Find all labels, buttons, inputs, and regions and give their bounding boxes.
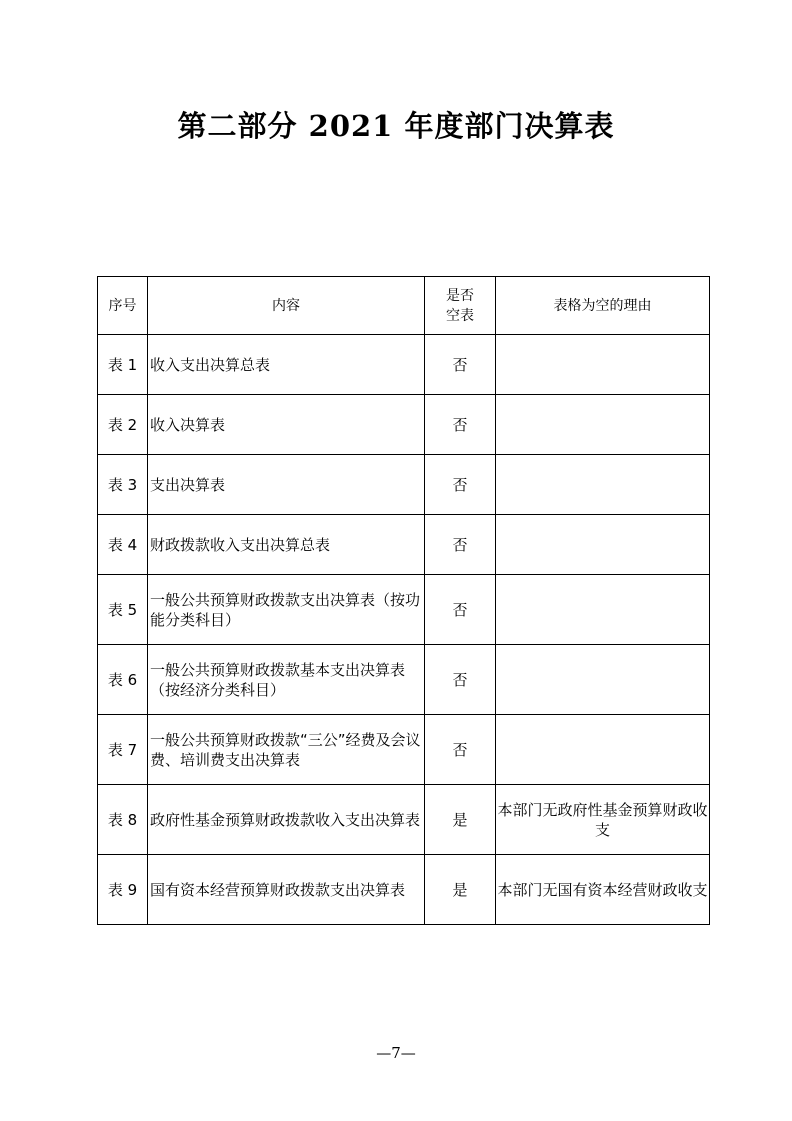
row-reason: 本部门无国有资本经营财政收支 [496,855,710,925]
row-seq: 表 2 [98,395,148,455]
row-seq: 表 3 [98,455,148,515]
table-row [98,455,710,515]
row-seq: 表 4 [98,515,148,575]
row-is-empty: 否 [425,515,496,575]
table-row [98,515,710,575]
row-is-empty: 否 [425,715,496,785]
row-reason [496,715,710,785]
row-is-empty: 是 [425,855,496,925]
row-is-empty: 否 [425,455,496,515]
row-content: 支出决算表 [148,455,425,515]
row-seq: 表 6 [98,645,148,715]
row-reason [496,645,710,715]
header-content: 内容 [148,277,425,335]
page-number: —7— [376,1044,416,1062]
row-seq: 表 8 [98,785,148,855]
row-seq: 表 5 [98,575,148,645]
row-reason [496,455,710,515]
table-row [98,645,710,715]
table-row [98,575,710,645]
row-seq: 表 1 [98,335,148,395]
budget-table [97,276,710,925]
row-reason: 本部门无政府性基金预算财政收支 [496,785,710,855]
row-content: 一般公共预算财政拨款基本支出决算表（按经济分类科目） [148,645,425,715]
row-content: 收入决算表 [148,395,425,455]
row-reason [496,335,710,395]
row-is-empty: 否 [425,645,496,715]
row-content: 一般公共预算财政拨款支出决算表（按功能分类科目） [148,575,425,645]
row-is-empty: 否 [425,575,496,645]
table-header-row [98,277,710,335]
table-row [98,335,710,395]
row-is-empty: 是 [425,785,496,855]
header-seq: 序号 [98,277,148,335]
row-reason [496,575,710,645]
row-reason [496,515,710,575]
row-is-empty: 否 [425,335,496,395]
table-row [98,785,710,855]
row-seq: 表 7 [98,715,148,785]
page-title: 第二部分 2021 年度部门决算表 [177,109,615,143]
row-is-empty: 否 [425,395,496,455]
row-reason [496,395,710,455]
row-content: 收入支出决算总表 [148,335,425,395]
header-is-empty: 是否空表 [425,277,496,335]
table-row [98,855,710,925]
header-reason: 表格为空的理由 [496,277,710,335]
row-seq: 表 9 [98,855,148,925]
row-content: 一般公共预算财政拨款“三公”经费及会议费、培训费支出决算表 [148,715,425,785]
row-content: 政府性基金预算财政拨款收入支出决算表 [148,785,425,855]
row-content: 财政拨款收入支出决算总表 [148,515,425,575]
table-row [98,395,710,455]
table-row [98,715,710,785]
row-content: 国有资本经营预算财政拨款支出决算表 [148,855,425,925]
